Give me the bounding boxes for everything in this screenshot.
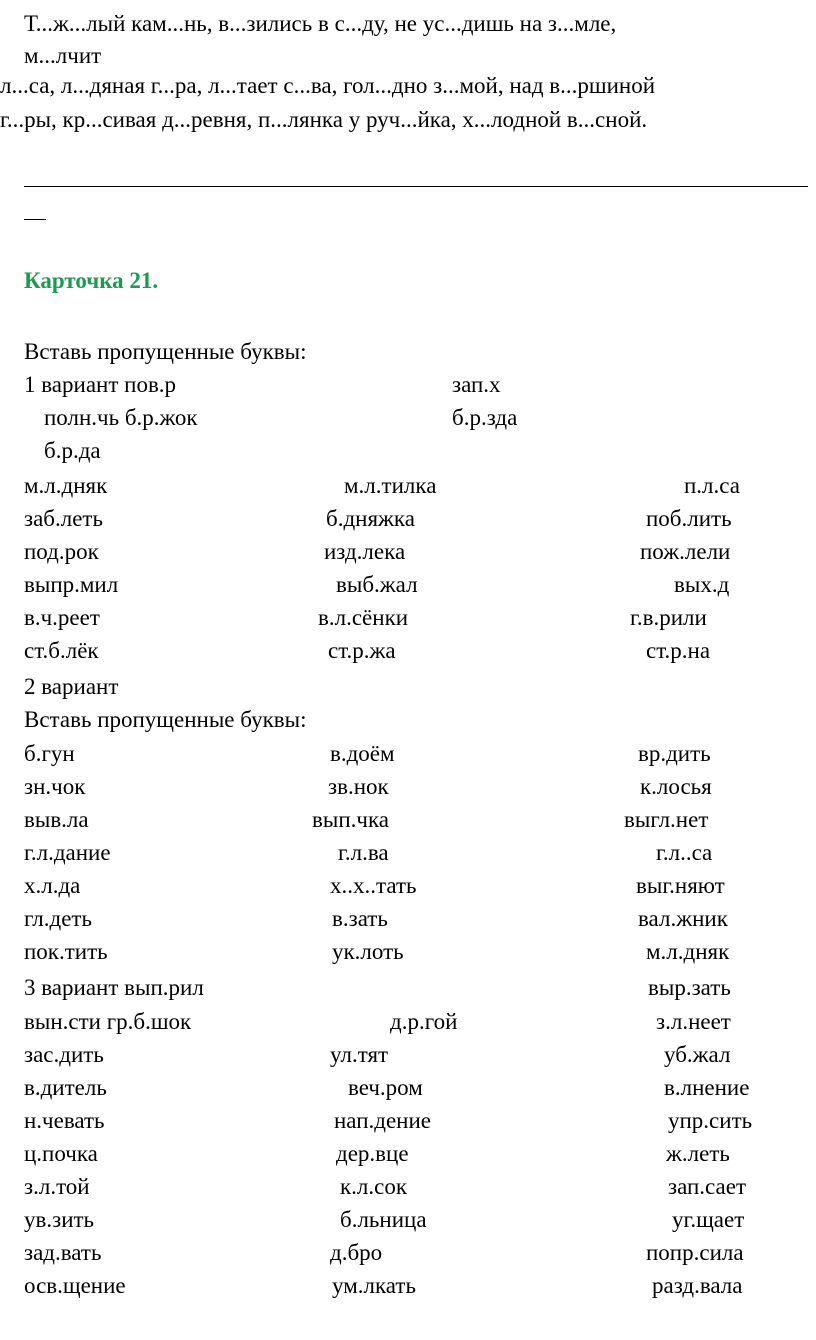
word-item: ул.тят	[330, 1042, 389, 1067]
word-item: гл.деть	[24, 906, 92, 931]
word-item: м.л.дняк	[24, 473, 108, 498]
word-item: з.л.той	[24, 1174, 90, 1199]
word-item: вых.д	[674, 572, 730, 597]
variant-label: 1 вариант пов.р	[24, 372, 177, 397]
intro-line: г...ры, кр...сивая д...ревня, п...лянка у руч...йка, х...лодной в...сной.	[0, 107, 648, 132]
variant-label: 3 вариант вып.рил	[24, 975, 204, 1000]
word-item: выв.ла	[24, 807, 89, 832]
word-item: д.бро	[330, 1240, 383, 1265]
word-item: ув.зить	[24, 1207, 95, 1232]
word-item: б.льница	[340, 1207, 427, 1232]
word-item: з.л.неет	[656, 1009, 731, 1034]
intro-line: л...са, л...дяная г...ра, л...тает с...ва, гол...дно з...мой, над в...ршиной	[0, 73, 656, 98]
word-item: г.л..са	[656, 840, 713, 865]
word-item: в.дитель	[24, 1075, 107, 1100]
intro-line: Т...ж...лый кам...нь, в...зились в с...ду, не ус...дишь на з...мле,	[24, 11, 617, 36]
word-item: вр.дить	[638, 741, 711, 766]
instruction-text: Вставь пропущенные буквы:	[24, 707, 307, 732]
word-item: вал.жник	[638, 906, 728, 931]
word-item: нап.дение	[334, 1108, 432, 1133]
word-item: зв.нок	[328, 774, 389, 799]
word-item: в.л.сёнки	[318, 605, 409, 630]
word-item: д.р.гой	[390, 1009, 458, 1034]
word-item: выг.няют	[636, 873, 725, 898]
word-item: ст.б.лёк	[24, 638, 99, 663]
word-item: ц.почка	[24, 1141, 98, 1166]
word-item: н.чевать	[24, 1108, 105, 1133]
word-item: в.зать	[332, 906, 388, 931]
word-item: уг.щает	[672, 1207, 745, 1232]
word-item: к.л.сок	[340, 1174, 408, 1199]
word-item: попр.сила	[646, 1240, 744, 1265]
word-item: зап.х	[452, 372, 501, 397]
word-item: к.лосья	[640, 774, 712, 799]
word-item: уб.жал	[664, 1042, 731, 1067]
variant-label: 2 вариант	[24, 674, 119, 699]
word-item: ж.леть	[666, 1141, 730, 1166]
word-item: б.гун	[24, 741, 75, 766]
word-item: вып.чка	[312, 807, 389, 832]
word-item: выпр.мил	[24, 572, 119, 597]
word-item: б.р.да	[44, 438, 101, 463]
word-item: заб.леть	[24, 506, 103, 531]
word-item: м.л.тилка	[344, 473, 437, 498]
word-item: ум.лкать	[332, 1273, 416, 1298]
word-item: выб.жал	[336, 572, 418, 597]
word-item: разд.вала	[652, 1273, 743, 1298]
word-item: г.л.дание	[24, 840, 111, 865]
intro-line: м...лчит	[24, 43, 102, 68]
instruction-text: Вставь пропущенные буквы:	[24, 339, 307, 364]
word-item: изд.лека	[324, 539, 406, 564]
word-item: б.дняжка	[326, 506, 415, 531]
word-item: пок.тить	[24, 939, 108, 964]
word-item: ст.р.жа	[328, 638, 396, 663]
word-item: ук.лоть	[332, 939, 404, 964]
word-item: зас.дить	[24, 1042, 104, 1067]
word-item: пож.лели	[640, 539, 731, 564]
word-item: в.лнение	[664, 1075, 750, 1100]
word-item: выгл.нет	[624, 807, 709, 832]
word-item: зап.сает	[668, 1174, 747, 1199]
word-item: зад.вать	[24, 1240, 102, 1265]
word-item: х..х..тать	[330, 873, 417, 898]
word-item: дер.вце	[336, 1141, 409, 1166]
word-item: ст.р.на	[646, 638, 711, 663]
word-item: выр.зать	[648, 975, 731, 1000]
word-item: в.доём	[330, 741, 395, 766]
word-item: упр.сить	[668, 1108, 753, 1133]
word-item: зн.чок	[24, 774, 86, 799]
word-item: м.л.дняк	[646, 939, 730, 964]
word-item: г.в.рили	[630, 605, 707, 630]
word-item: б.р.зда	[452, 405, 518, 430]
word-item: п.л.са	[684, 473, 740, 498]
word-item: веч.ром	[348, 1075, 423, 1100]
word-item: под.рок	[24, 539, 99, 564]
word-item: поб.лить	[646, 506, 732, 531]
word-item: г.л.ва	[338, 840, 389, 865]
word-item: вын.сти гр.б.шок	[24, 1009, 192, 1034]
word-item: полн.чь б.р.жок	[44, 405, 198, 430]
word-item: осв.щение	[24, 1273, 126, 1298]
card-title: Карточка 21.	[24, 268, 159, 293]
word-item: х.л.да	[24, 873, 81, 898]
word-item: в.ч.реет	[24, 605, 100, 630]
